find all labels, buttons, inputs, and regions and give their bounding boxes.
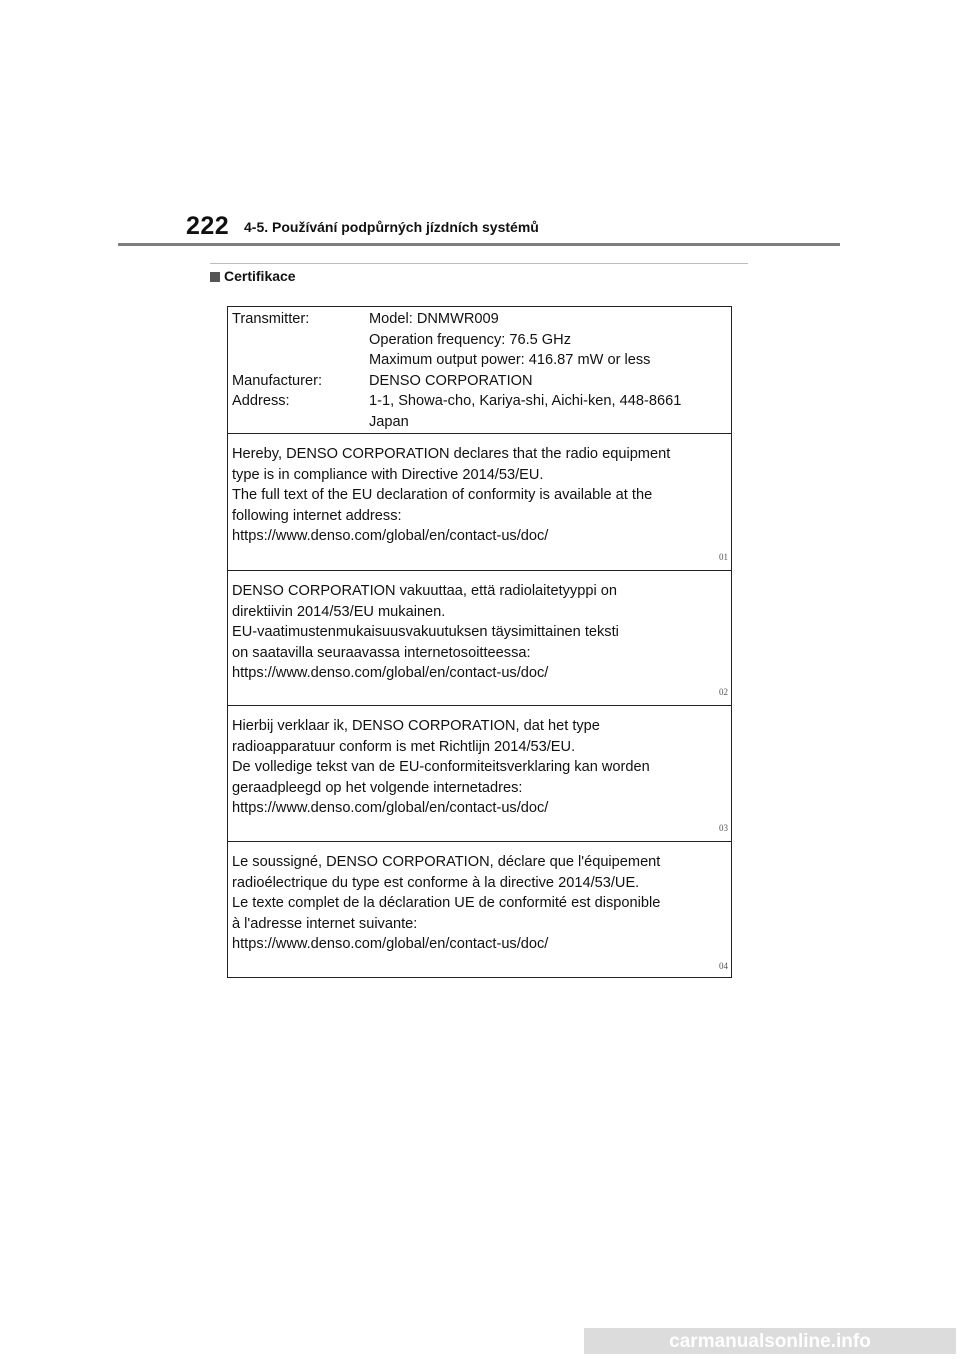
info-value: Model: DNMWR009 [369,311,499,327]
declaration-text [232,716,724,819]
declaration-finnish [228,571,731,706]
declaration-line: Hierbij verklaar ik, DENSO CORPORATION, dat het type [232,718,600,734]
info-label: Address: [232,393,290,409]
info-label [232,350,369,371]
declaration-english [228,434,731,571]
declaration-line: radioapparatuur conform is met Richtlijn 2014/53/EU. [232,738,576,755]
declaration-code: 01 [719,551,728,562]
declaration-url: https://www.denso.com/global/en/contact-us/doc/ [232,528,549,544]
info-label [232,412,369,433]
square-bullet-icon [210,272,220,282]
declaration-line: à l'adresse internet suivante: [232,915,418,932]
watermark [584,1328,956,1354]
declaration-code: 02 [719,686,728,697]
info-value: Operation frequency: 76.5 GHz [369,331,571,348]
info-label [232,330,369,351]
declaration-text [232,852,724,955]
info-row [232,350,722,371]
section-rule [210,263,748,264]
info-value: Maximum output power: 416.87 mW or less [369,352,651,368]
info-label: Transmitter: [232,311,310,327]
declaration-line: on saatavilla seuraavassa internetosoitteessa: [232,644,531,661]
section-heading [210,268,296,284]
watermark-logo [584,1328,956,1354]
info-value: DENSO CORPORATION [369,372,533,389]
transmitter-info [232,309,722,432]
declaration-url: https://www.denso.com/global/en/contact-us/doc/ [232,800,549,816]
declaration-line: The full text of the EU declaration of conformity is available at the [232,487,653,503]
declaration-line: Le soussigné, DENSO CORPORATION, déclare que l'équipement [232,854,661,870]
info-value: 1-1, Showa-cho, Kariya-shi, Aichi-ken, 448-8661 [369,393,682,409]
declaration-text [232,581,724,684]
declaration-line: De volledige tekst van de EU-conformiteitsverklaring kan worden [232,759,650,775]
declaration-line: geraadpleegd op het volgende internetadres: [232,779,523,796]
declaration-url: https://www.denso.com/global/en/contact-us/doc/ [232,665,549,681]
transmitter-block [228,307,731,434]
header-rule [118,243,840,246]
info-row [232,391,722,412]
declaration-line: DENSO CORPORATION vakuuttaa, että radiolaitetyyppi on [232,583,617,599]
declaration-code: 03 [719,822,728,833]
info-label: Manufacturer: [232,372,323,389]
watermark-text: carmanualsonline.info [669,1331,871,1352]
declaration-line: EU-vaatimustenmukaisuusvakuutuksen täysimittainen teksti [232,624,619,640]
declaration-line: radioélectrique du type est conforme à la directive 2014/53/UE. [232,874,640,891]
info-row [232,330,722,351]
info-row [232,371,722,392]
page-number: 222 [186,212,230,240]
declaration-line: Le texte complet de la déclaration UE de conformité est disponible [232,895,661,911]
declaration-line: type is in compliance with Directive 2014/53/EU. [232,466,544,483]
info-row [232,412,722,433]
declaration-line: following internet address: [232,507,402,524]
info-value: Japan [369,413,409,430]
chapter-title: 4-5. Používání podpůrných jízdních systémů [244,219,539,235]
declaration-dutch [228,706,731,842]
declaration-line: Hereby, DENSO CORPORATION declares that the radio equipment [232,446,671,462]
certificate-box [227,306,732,978]
declaration-code: 04 [719,960,728,971]
declaration-line: direktiivin 2014/53/EU mukainen. [232,603,446,620]
declaration-text [232,444,724,547]
declaration-french [228,842,731,979]
declaration-url: https://www.denso.com/global/en/contact-us/doc/ [232,936,549,952]
info-row [232,309,722,330]
section-heading-text: Certifikace [224,268,296,284]
